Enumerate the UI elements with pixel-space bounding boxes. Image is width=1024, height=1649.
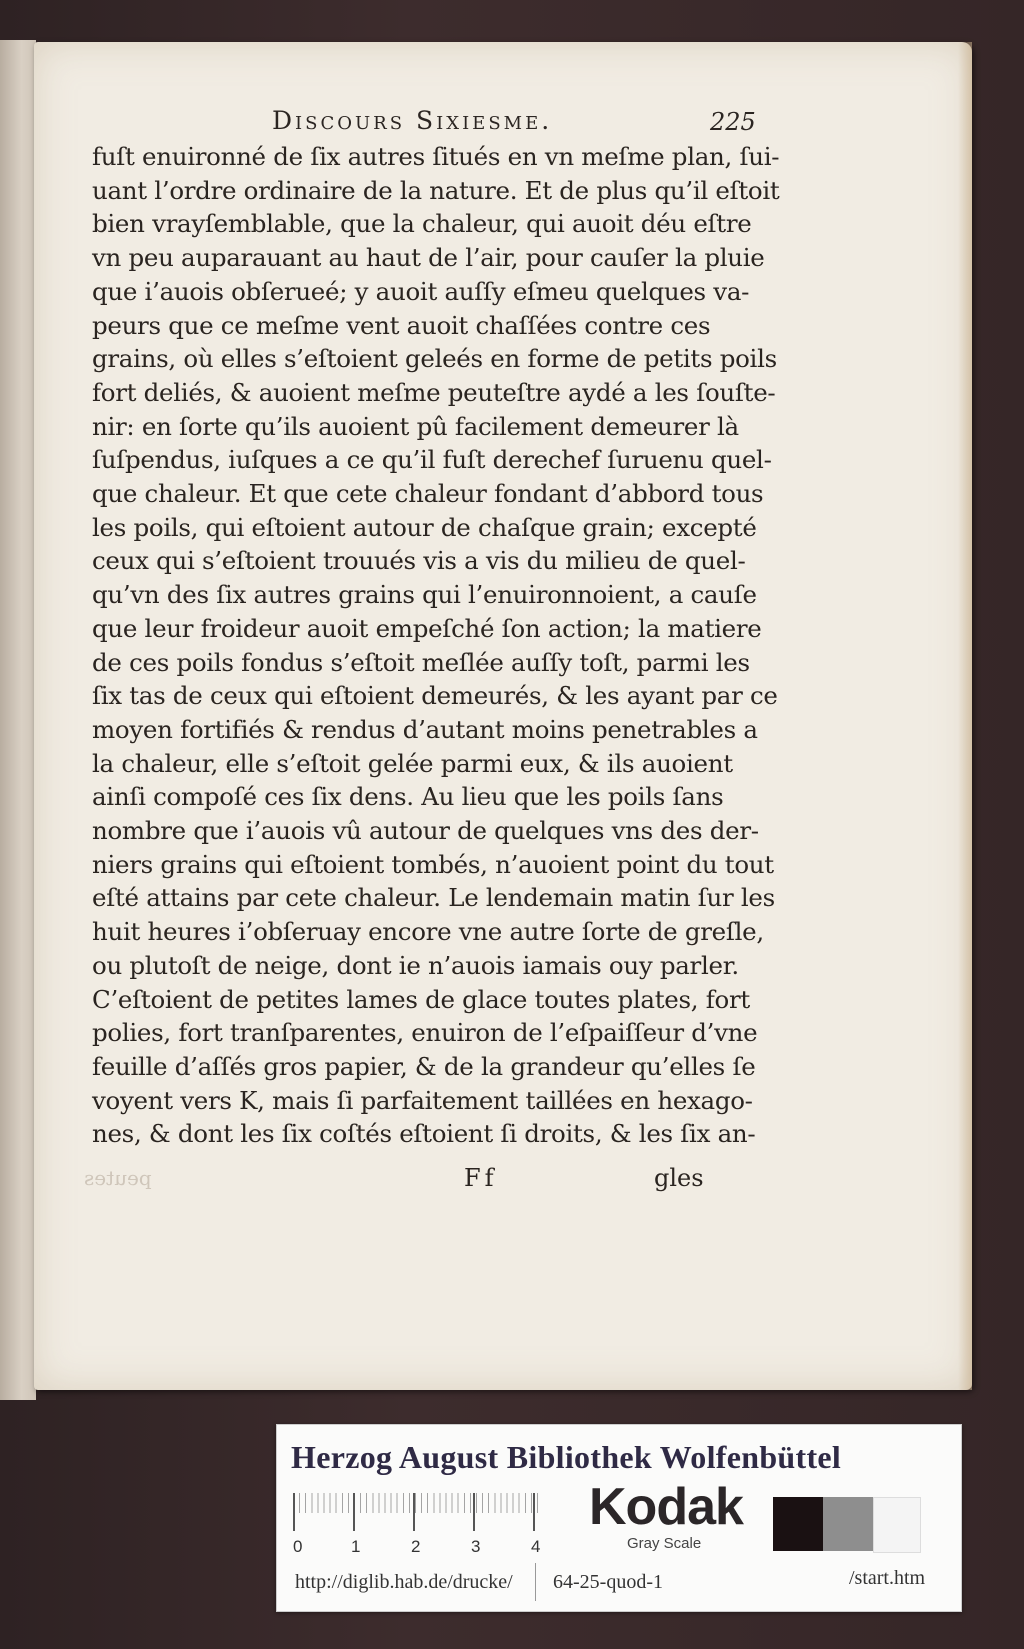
text-line: peurs que ce meſme vent auoit chaſſées contre ces [92, 310, 711, 340]
ruler-ticks [293, 1493, 541, 1529]
gray-scale-label: Gray Scale [627, 1535, 702, 1552]
ruler-label: 4 [531, 1537, 541, 1556]
text-line: ſix tas de ceux qui eſtoient demeurés, & les ayant par ce [92, 681, 778, 711]
ruler-label: 3 [471, 1537, 481, 1556]
text-line: vn peu auparauant au haut de l’air, pour cauſer la pluie [92, 243, 765, 273]
text-line: que chaleur. Et que cete chaleur fondant d’abbord tous [92, 479, 764, 509]
text-line: nir: en ſorte qu’ils auoient pû facilement demeurer là [92, 411, 739, 441]
text-line: que i’auois obſerueé; y auoit auſſy eſmeu quelques va- [92, 276, 750, 306]
text-line: voyent vers K, mais ſi parfaitement taillées en hexago- [92, 1085, 753, 1115]
kodak-logo: Kodak [589, 1478, 743, 1536]
book-page [34, 42, 972, 1390]
gray-swatch-mid [823, 1497, 873, 1551]
text-line: polies, fort tranſparentes, enuiron de l’eſpaiſſeur d’vne [92, 1018, 758, 1048]
ruler-label: 0 [293, 1537, 303, 1556]
ruler-label: 1 [351, 1537, 361, 1556]
text-line: huit heures i’obſeruay encore vne autre ſorte de greſle, [92, 917, 764, 947]
gray-swatch-black [773, 1497, 823, 1551]
text-line: C’eſtoient de petites lames de glace toutes plates, fort [92, 984, 750, 1014]
scale-ruler [293, 1493, 541, 1556]
text-line: ainſi compoſé ces ſix dens. Au lieu que les poils ſans [92, 782, 724, 812]
text-line: fort deliés, & auoient meſme peuteſtre aydé a les ſouſte- [92, 377, 776, 407]
body-text [92, 140, 780, 1151]
catchword: gles [654, 1164, 704, 1192]
shelfmark-id: 64-25-quod-1 [553, 1571, 663, 1593]
text-line: la chaleur, elle s’eſtoit gelée parmi eux, & ils auoient [92, 748, 733, 778]
adjacent-page-edge [0, 40, 36, 1400]
text-line: les poils, qui eſtoient autour de chaſque grain; excepté [92, 512, 757, 542]
ruler-major-tick [353, 1493, 355, 1531]
text-line: eſté attains par cete chaleur. Le lendemain matin ſur les [92, 883, 775, 913]
text-line: ceux qui s’eſtoient trouués vis a vis du milieu de quel- [92, 546, 746, 576]
page-number: 225 [710, 108, 756, 136]
bleed-through-text: peutes [84, 1166, 152, 1190]
library-url: http://diglib.hab.de/drucke/ [295, 1571, 513, 1593]
text-line: ou plutoſt de neige, dont ie n’auois iamais ouy parler. [92, 950, 739, 980]
text-line: ſuſpendus, iuſques a ce qu’il fuſt derechef ſuruenu quel- [92, 445, 772, 475]
signature-mark: Ff [464, 1164, 498, 1192]
ruler-major-tick [533, 1493, 535, 1531]
text-line: uant l’ordre ordinaire de la nature. Et de plus qu’il eſtoit [92, 175, 780, 205]
ruler-major-tick [473, 1493, 475, 1531]
text-line: grains, où elles s’eſtoient geleés en forme de petits poils [92, 344, 777, 374]
text-line: de ces poils fondus s’eſtoit meſlée auſſy toſt, parmi les [92, 647, 750, 677]
text-line: nes, & dont les ſix coſtés eſtoient ſi droits, & les ſix an- [92, 1119, 756, 1149]
text-line: moyen fortifiés & rendus d’autant moins penetrables a [92, 714, 758, 744]
start-path: /start.htm [849, 1567, 926, 1589]
ruler-major-tick [413, 1493, 415, 1531]
ruler-major-tick [293, 1493, 295, 1531]
text-line: nombre que i’auois vû autour de quelques vns des der- [92, 816, 759, 846]
library-name: Herzog August Bibliothek Wolfenbüttel [291, 1439, 842, 1475]
text-line: que leur froideur auoit empeſché ſon action; la matiere [92, 613, 762, 643]
text-line: qu’vn des ſix autres grains qui l’enuironnoient, a cauſe [92, 580, 757, 610]
card-divider [535, 1563, 536, 1601]
gray-swatch-white [873, 1497, 921, 1553]
text-line: fuſt enuironné de ſix autres ſitués en vn meſme plan, ſui- [92, 142, 780, 171]
running-title: Discours Sixiesme. [272, 106, 553, 135]
text-line: feuille d’aſſés gros papier, & de la grandeur qu’elles ſe [92, 1051, 756, 1081]
library-color-card [276, 1424, 962, 1612]
ruler-label: 2 [411, 1537, 421, 1556]
text-line: niers grains qui eſtoient tombés, n’auoient point du tout [92, 849, 774, 879]
text-line: bien vrayſemblable, que la chaleur, qui auoit déu eſtre [92, 209, 752, 239]
page-footer [34, 1164, 972, 1204]
